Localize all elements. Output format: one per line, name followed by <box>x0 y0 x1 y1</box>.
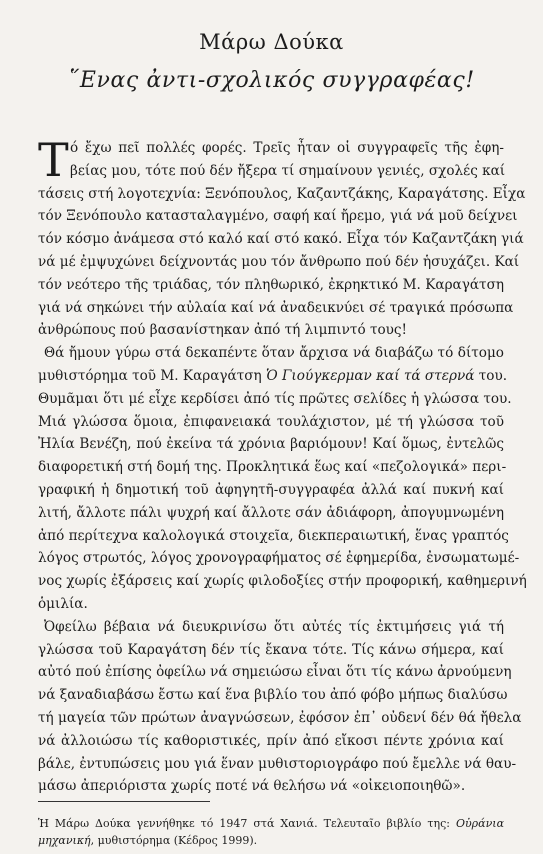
text-line: τή μαγεία τῶν πρώτων ἀναγνώσεων, ἐφόσον ἐπ᾿ οὐδενί δέν θά ἤθελα <box>38 709 522 726</box>
text-line: Θυμᾶμαι ὅτι μέ εἶχε κερδίσει ἀπό τίς πρῶτες σελίδες ἡ γλώσσα του. <box>38 390 512 407</box>
text-line: νά ἀλλοιώσω τίς καθοριστικές, πρίν ἀπό εἴκοσι πέντε χρόνια καί <box>38 732 504 749</box>
text-line: μάσω ἀπεριόριστα χωρίς ποτέ νά θελήσω νά «οἰκειοποιηθῶ». <box>38 778 466 795</box>
text-line: γλώσσα τοῦ Καραγάτση δέν τίς ἔκανα τότε. Τίς κάνω σήμερα, καί <box>38 641 504 658</box>
text-line: ἀνθρώπους πού βασανίστηκαν ἀπό τή λιμπιντό τους! <box>38 322 408 339</box>
drop-cap: Τ <box>38 133 69 187</box>
footnote-line <box>38 832 504 849</box>
book-title: Ὁ Γιούγκερμαν καί τά στερνά <box>266 367 475 384</box>
footnote-divider <box>38 801 210 802</box>
text-run: του. <box>474 367 508 384</box>
text-line: τάσεις στή λογοτεχνία: Ξενόπουλος, Καζαντζάκης, Καραγάτσης. Εἶχα <box>38 185 526 202</box>
text-line: τόν Ξενόπουλο κατασταλαγμένο, σαφή καί ἤρεμο, γιά νά μοῦ δείχνει <box>38 208 518 225</box>
text-line: λιτή, ἄλλοτε πάλι ψυχρή καί ἄλλοτε σάν ἀδιάφορη, ἀπογυμνωμένη <box>38 504 504 521</box>
text-line: γιά νά σηκώνει τήν αὐλαία καί νά ἀναδεικνύει σέ τραγικά πρόσωπα <box>38 299 514 316</box>
text-line: Ἠλία Βενέζη, πού ἐκείνα τά χρόνια βαριόμουν! Καί ὅμως, ἐντελῶς <box>38 436 504 453</box>
text-run: μυθιστόρημα τοῦ Μ. Καραγάτση <box>38 367 266 384</box>
text-line: ὁμιλία. <box>38 595 88 612</box>
footnote-line <box>38 815 504 832</box>
text-run: Ἡ Μάρω Δούκα γεννήθηκε τό 1947 στά Χανιά. Τελευταῖο βιβλίο της: <box>38 817 456 830</box>
text-line: ἀπό περίτεχνα καλολογικά στοιχεῖα, διεκπεραιωτική, ἕνας γραπτός <box>38 527 509 544</box>
book-title: μηχανική <box>38 834 91 847</box>
author-name: Μάρω Δούκα <box>199 30 344 54</box>
text-line <box>38 365 508 388</box>
article-body <box>38 133 527 798</box>
text-line: διαφορετική στή δομή της. Προκλητικά ἕως καί «πεζολογικά» περι- <box>38 459 507 476</box>
footnote <box>38 815 504 849</box>
text-line: νος χωρίς ἐξάρσεις καί χωρίς φιλοδοξίες στήν προφορική, καθημερινή <box>38 573 527 590</box>
text-line: λόγος στρωτός, λόγος χρονογραφήματος σέ ἐφημερίδα, ἐνσωματωμέ- <box>38 550 520 567</box>
text-run: , μυθιστόρημα (Κέδρος 1999). <box>90 834 258 847</box>
text-line: τόν κόσμο ἀνάμεσα στό καλό καί στό κακό. Εἶχα τόν Καζαντζάκη γιά <box>38 231 524 248</box>
text-line: τόν νεότερο τῆς τριάδας, τόν πληθωρικό, ἐκρηκτικό Μ. Καραγάτση <box>38 276 504 293</box>
text-line: νά μέ ἐμψυχώνει δείχνοντάς μου τόν ἄνθρωπο πού δέν ἡσυχάζει. Καί <box>38 253 520 270</box>
text-line: Θά ἤμουν γύρω στά δεκαπέντε ὅταν ἄρχισα νά διαβάζω τό δίτομο <box>44 345 504 362</box>
text-line: Μιά γλώσσα ὅμοια, ἐπιφανειακά τουλάχιστον, μέ τή γλώσσα τοῦ <box>38 413 504 430</box>
text-line: Ὀφείλω βέβαια νά διευκρινίσω ὅτι αὐτές τίς ἐκτιμήσεις γιά τή <box>44 618 504 635</box>
article-title: ῞Ενας ἀντι-σχολικός συγγραφέας! <box>68 68 475 93</box>
text-line: αὐτό πού ἐπίσης ὀφείλω νά σημειώσω εἶναι ὅτι τίς κάνω ἀρνούμενη <box>38 664 512 681</box>
book-title: Οὐράνια <box>455 817 504 830</box>
text-line: βάλε, ἐντυπώσεις μου γιά ἕναν μυθιστοριογράφο πού ἔμελλε νά θαυ- <box>38 755 517 772</box>
text-line: γραφική ἡ δημοτική τοῦ ἀφηγητῆ-συγγραφέα ἀλλά καί πυκνή καί <box>38 481 504 498</box>
text-line: νά ξαναδιαβάσω ἔστω καί ἕνα βιβλίο του ἀπό φόβο μήπως διαλύσω <box>38 687 508 704</box>
text-line: ό ἔχω πεῖ πολλές φορές. Τρεῖς ἦταν οἱ συγγραφεῖς τῆς ἐφη- <box>70 140 504 156</box>
text-line: βείας μου, τότε πού δέν ἤξερα τί σημαίνουν γενιές, σχολές καί <box>70 162 506 179</box>
